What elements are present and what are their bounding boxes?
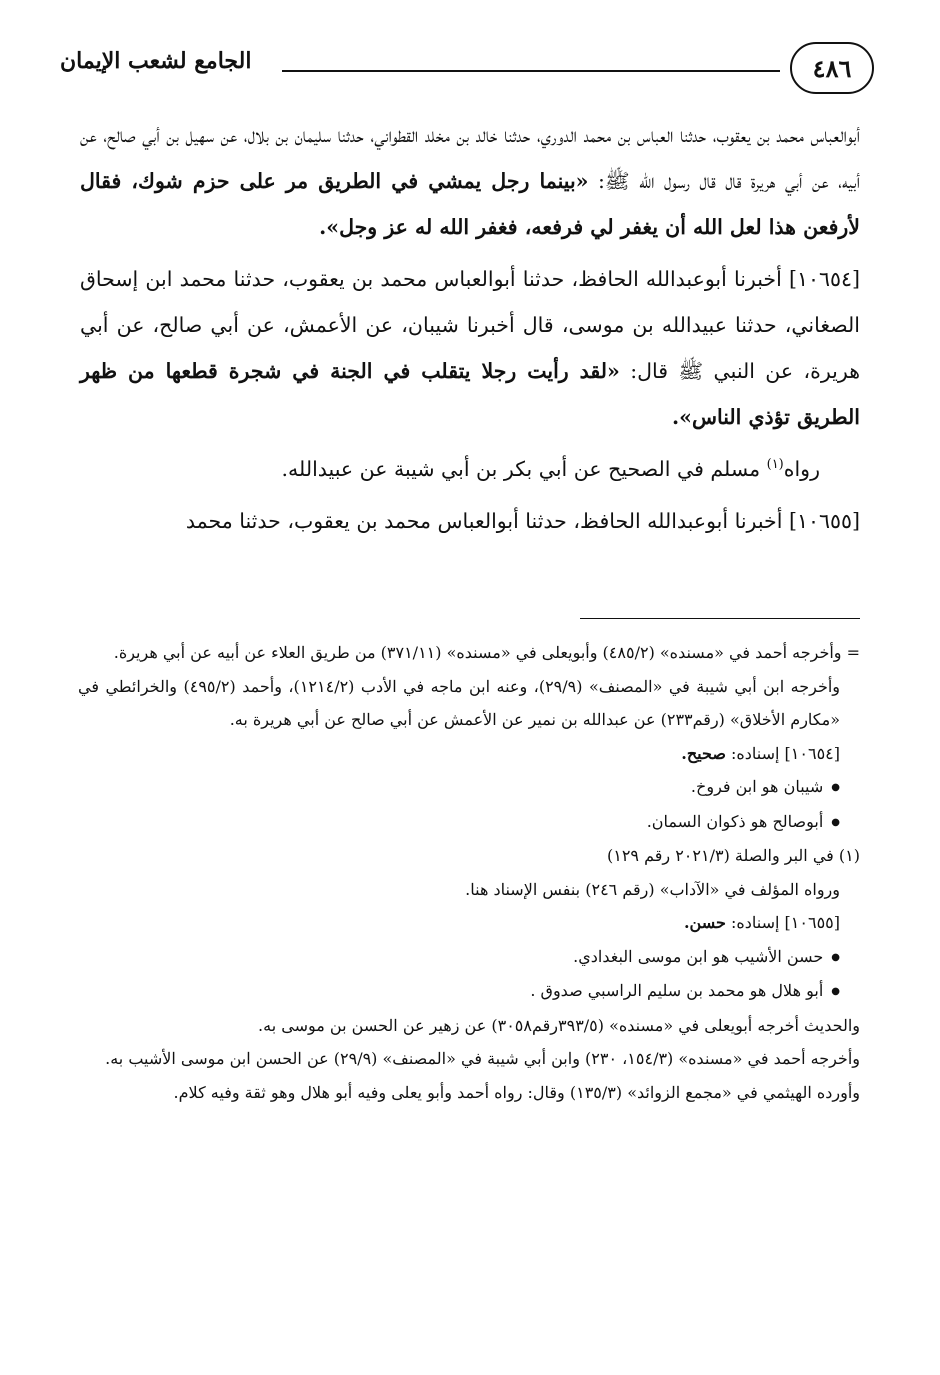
hadith-text: «لقد رأيت رجلا يتقلب في الجنة في شجرة قطعها من ظهر الطريق تؤذي الناس». — [80, 359, 860, 429]
main-text — [80, 112, 860, 550]
riwayah-text-rest: مسلم في الصحيح عن أبي بكر بن أبي شيبة عن عبيدالله. — [281, 457, 767, 481]
footnote-marker: (١) — [766, 457, 784, 473]
hadith-text: «بينما رجل يمشي في الطريق مر على حزم شوك، فقال لأرفعن هذا لعل الله أن يغفر لي فرفعه، فغفر الله له عز وجل». — [80, 169, 860, 239]
bullet-item: ● أبوصالح هو ذكوان السمان. — [78, 805, 860, 840]
footnote-line: وأورده الهيثمي في «مجمع الزوائد» (١٣٥/٣) وقال: رواه أحمد وأبو يعلى وفيه أبو هلال وهو ثقة وفيه كلام. — [173, 1082, 860, 1102]
footnote-line: (١) في البر والصلة (٢٠٢١/٣ رقم ١٢٩) — [606, 846, 860, 865]
paragraph-3 — [80, 446, 860, 492]
hadith-number: [١٠٦٥٤] — [788, 267, 860, 291]
page-header — [60, 38, 880, 102]
footnote-heading — [78, 737, 860, 771]
grading: صحيح. — [681, 743, 726, 763]
footnote-line: وأخرجه ابن أبي شيبة في «المصنف» (٢٩/٩)، وعنه ابن ماجه في الأدب (١٢١٤/٢)، وأحمد (٤٩٥/٢) والخرائطي في «مكارم الأخلاق» (رقم٢٣٣) عن عبدالله بن نمير عن الأعمش عن أبي صالح عن أبي هريرة به. — [78, 676, 841, 729]
paragraph-4 — [80, 498, 860, 544]
footnote-line: = وأخرجه أحمد في «مسنده» (٤٨٥/٢) وأبويعلى في «مسنده» (٣٧١/١١) من طريق العلاء عن أبيه عن أبي هريرة. — [113, 643, 860, 662]
footnote-separator — [580, 618, 860, 619]
isnad-text: أبوالعباس محمد بن يعقوب، حدثنا العباس بن محمد الدوري، حدثنا خالد بن مخلد القطواني، حدثنا سليمان بن بلال، عن سهيل بن أبي صالح، عن أبيه، عن أبي هريرة قال قال رسول الله ﷺ: — [80, 123, 860, 193]
footnote-label: [١٠٦٥٤] إسناده: — [725, 743, 840, 763]
hadith-number: [١٠٦٥٥] — [788, 509, 860, 533]
footnote-label: [١٠٦٥٥] إسناده: — [725, 913, 840, 932]
footnote-line: ورواه المؤلف في «الآداب» (رقم ٢٤٦) بنفس الإسناد هنا. — [465, 879, 840, 899]
bullet-item: ● حسن الأشيب هو ابن موسى البغدادي. — [78, 940, 860, 975]
page-number: ٤٨٦ — [790, 42, 874, 94]
paragraph-1 — [80, 112, 860, 250]
header-rule — [282, 70, 780, 72]
paragraph-2 — [80, 256, 860, 440]
grading: حسن. — [683, 913, 726, 932]
bullet-item: ● شيبان هو ابن فروخ. — [78, 770, 860, 805]
riwayah-text: رواه — [783, 457, 820, 481]
running-title: الجامع لشعب الإيمان — [60, 48, 252, 74]
bullet-item: ● أبو هلال هو محمد بن سليم الراسبي صدوق . — [78, 974, 860, 1009]
footnote-line: وأخرجه أحمد في «مسنده» (١٥٤/٣، ٢٣٠) وابن أبي شيبة في «المصنف» (٢٩/٩) عن الحسن ابن موسى الأشيب به. — [105, 1049, 860, 1068]
isnad-text: أخبرنا أبوعبدالله الحافظ، حدثنا أبوالعباس محمد بن يعقوب، حدثنا محمد — [185, 509, 789, 533]
footnote-line: والحديث أخرجه أبويعلى في «مسنده» (٣٩٣/٥رقم٣٠٥٨) عن زهير عن الحسن بن موسى به. — [258, 1015, 860, 1035]
footnote-heading — [78, 906, 860, 940]
footnotes — [78, 636, 860, 1109]
isnad-text: أخبرنا أبوعبدالله الحافظ، حدثنا أبوالعباس محمد بن يعقوب، حدثنا محمد ابن إسحاق الصغاني، حدثنا عبيدالله بن موسى، قال أخبرنا شيبان، عن الأعمش، عن أبي صالح، عن أبي هريرة، عن النبي ﷺ قال: — [80, 267, 860, 383]
